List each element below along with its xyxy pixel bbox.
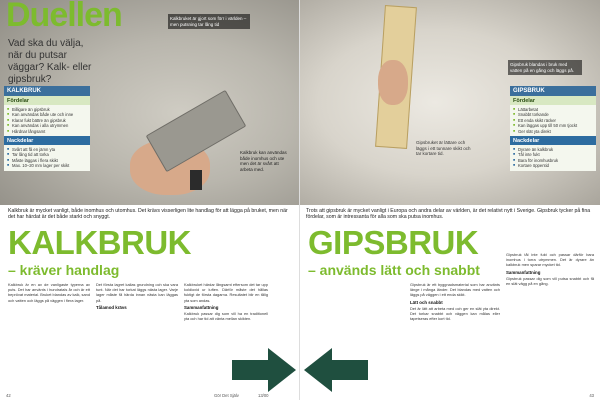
list-item: ■ Bara för inomhusbruk <box>513 158 593 163</box>
page-number: 43 <box>589 393 594 398</box>
pros-list <box>510 105 596 136</box>
list-item: ■ Hårdnar långsamt <box>7 129 87 134</box>
column-heading: Tålamod krävs <box>96 304 127 310</box>
intro-text: Vad ska du välja, när du putsar väggar? Kalk- eller gipsbruk? <box>8 38 92 85</box>
list-item: ■ Tar lång tid att torka <box>7 152 87 157</box>
kalkbruk-heading: KALKBRUK <box>8 224 191 261</box>
arrow-right-icon <box>232 348 296 392</box>
photo-caption-bottom: Kalkbruk kan användas både inomhus och ute men det är svårt att arbeta med. <box>240 150 287 172</box>
gipsbruk-infobox <box>510 86 596 171</box>
issue-number: 13/00 <box>258 393 269 398</box>
pros-list <box>4 105 90 136</box>
right-page <box>300 0 600 400</box>
column-heading: Lätt och snabbt <box>410 299 443 305</box>
list-item: ■ Klarar fukt bättre än gipsbruk <box>7 118 87 123</box>
list-item: ■ Kan användas i alla utrymmen <box>7 123 87 128</box>
photo-caption-left: Gipsbruket är lättare och läggs i ett tunnare skikt och tar kortare tid. <box>416 140 471 156</box>
page-title: Duellen <box>6 0 122 34</box>
article-column <box>410 282 500 323</box>
list-item: ■ Kan användas både ute och inne <box>7 112 87 117</box>
page-number: 42 <box>6 393 11 398</box>
list-item: ■ Kortare öppentid <box>513 163 593 168</box>
list-item: ■ Dyrare än kalkbruk <box>513 147 593 152</box>
cons-title: Nackdelar <box>4 136 90 145</box>
column-text: Det första lagret kallas grundning och ska vara tunt. När det har torkat läggs nästa lager. Varje lager måste få härda innan nästa kan läggas på. <box>96 282 178 303</box>
column-text: Gipsbruk tål inte fukt och passar därför bara inomhus i torra utrymmen. Det är dyrare än kalkbruk men sparar mycket tid. <box>506 252 594 268</box>
pros-title: Fördelar <box>4 96 90 105</box>
column-heading: Sammanfattning <box>506 269 541 275</box>
infobox-title: KALKBRUK <box>4 86 90 96</box>
column-text: Kalkbruk passar dig som vill ha en traditionell yta och har tid att vänta mellan skikten. <box>184 311 268 322</box>
column-text: Gipsbruk är ett byggnadsmaterial som har använts länge i många länder. Det blandas med vatten och läggs på väggen i ett enda skikt. <box>410 282 500 298</box>
cons-title: Nackdelar <box>510 136 596 145</box>
list-item: ■ Billigare än gipsbruk <box>7 107 87 112</box>
list-item: ■ Måste läggas i flera skikt <box>7 158 87 163</box>
column-heading: Sammanfattning <box>184 304 219 310</box>
pros-title: Fördelar <box>510 96 596 105</box>
column-text: Kalkbruk är en av de vanligaste typerna av puts. Det har använts i hundratals år och är ett beprövat material. Bruket blandas av kalk, sand och vatten och läggs på väggen i flera lager. <box>8 282 90 303</box>
gipsbruk-subheading: – används lätt och snabbt <box>308 262 480 278</box>
article-column <box>96 282 178 311</box>
column-text: Kalkbruket härdar långsamt eftersom det tar upp koldioxid ur luften. Därför måste det hållas fuktigt de första dagarna. Resultatet blir en tålig yta som andas. <box>184 282 268 303</box>
page-gutter <box>299 0 300 400</box>
column-text: Det är lätt att arbeta med och ger en slät yta direkt. Det torkar snabbt och väggen kan målas eller tapetseras efter kort tid. <box>410 305 500 322</box>
kalkbruk-lead: Kalkbruk är mycket vanligt, både inomhus och utomhus. Det krävs visserligen lite handlag för att lägga på bruket, men när det har härdat är det både starkt och snyggt. <box>8 208 288 221</box>
list-item: ■ Ger slät yta direkt <box>513 129 593 134</box>
kalkbruk-subheading: – kräver handlag <box>8 262 120 278</box>
magazine-name: Gör Det Själv <box>214 393 239 398</box>
arrow-left-icon <box>304 348 368 392</box>
cons-list <box>4 145 90 171</box>
list-item: ■ Tål inte fukt <box>513 152 593 157</box>
gipsbruk-lead: Trots att gipsbruk är mycket vanligt i Europa och andra delar av världen, är det relativt nytt i Sverige. Gipsbruk tycker på fina fördelar, som är intressanta för alla som ska putsa inomhus. <box>306 208 591 221</box>
hand-illustration <box>378 60 408 105</box>
list-item: ■ Svårt att få en jämn yta <box>7 147 87 152</box>
list-item: ■ Max. 10–20 mm lager per skikt <box>7 163 87 168</box>
article-column <box>8 282 90 305</box>
watch-strap <box>190 170 202 190</box>
article-column <box>506 252 594 288</box>
cons-list <box>510 145 596 171</box>
gipsbruk-heading: GIPSBRUK <box>308 224 479 261</box>
article-column <box>184 282 268 323</box>
list-item: ■ Kan läggas upp till 50 mm tjockt <box>513 123 593 128</box>
infobox-title: GIPSBRUK <box>510 86 596 96</box>
list-item: ■ Lättarbetat <box>513 107 593 112</box>
kalkbruk-infobox <box>4 86 90 171</box>
list-item: ■ Snabbt torkande <box>513 112 593 117</box>
photo-caption-top: Kalkbruket är gjort som förr i världen – men putsning tar lång tid <box>168 14 250 29</box>
photo-caption-right: Gipsbruk blandas i bruk med vatten på en gång och läggs på. <box>508 60 582 75</box>
column-text: Gipsbruk passar dig som vill putsa snabbt och få en slät vägg på en gång. <box>506 275 594 287</box>
list-item: ■ Ett enda skikt räcker <box>513 118 593 123</box>
